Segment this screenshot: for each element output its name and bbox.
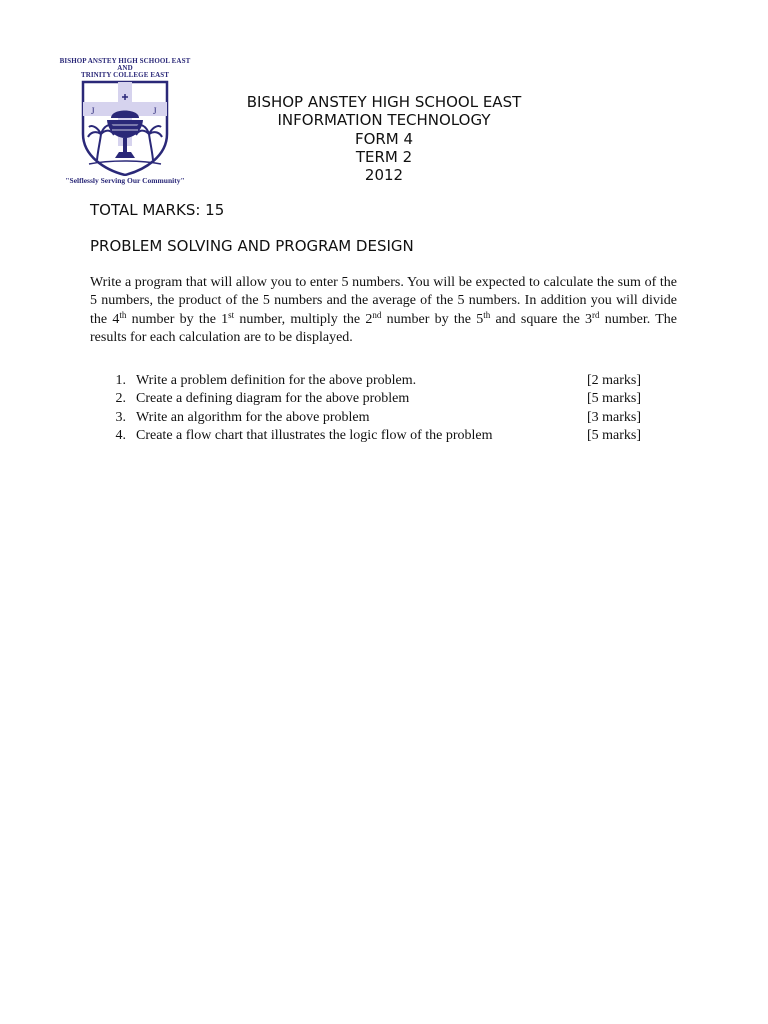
problem-statement	[90, 274, 677, 347]
logo-motto: "Selflessly Serving Our Community"	[65, 176, 185, 185]
task-marks: [2 marks]	[587, 373, 642, 388]
section-title: PROBLEM SOLVING AND PROGRAM DESIGN	[90, 237, 414, 255]
task-text: Write a problem definition for the above problem.	[136, 373, 417, 388]
task-number: 2.	[115, 391, 126, 407]
task-list	[108, 372, 668, 445]
statement-text: and square the 3	[490, 311, 593, 327]
logo-conjunction: AND	[117, 64, 133, 72]
school-name: BISHOP ANSTEY HIGH SCHOOL EAST	[246, 93, 522, 111]
task-item	[108, 427, 668, 445]
statement-text: Write a program that will allow you to enter 5 numbers. You will be expected to calculate the sum of the 5 numbers, the product of the 5 numbers and the average of the 5 numbers. In addition you will divide the 4	[90, 275, 677, 327]
statement-text: number. The results for each calculation are to be displayed.	[90, 311, 677, 345]
task-number: 1.	[115, 373, 126, 388]
task-item	[108, 372, 668, 390]
logo-school-name: BISHOP ANSTEY HIGH SCHOOL EAST	[59, 57, 191, 65]
logo-college-name: TRINITY COLLEGE EAST	[80, 71, 170, 79]
term-label: TERM 2	[355, 147, 413, 166]
document-header	[150, 93, 618, 184]
subject-name: INFORMATION TECHNOLOGY	[277, 111, 491, 130]
task-text: Create a defining diagram for the above problem	[136, 391, 410, 407]
task-item	[108, 390, 668, 408]
task-text: Write an algorithm for the above problem	[136, 409, 370, 425]
task-marks: [5 marks]	[587, 427, 642, 443]
ordinal-suffix: nd	[372, 309, 382, 320]
total-marks: TOTAL MARKS: 15	[90, 201, 225, 219]
svg-text:J: J	[91, 106, 95, 116]
form-level: FORM 4	[354, 129, 414, 148]
task-item	[108, 409, 668, 427]
task-number: 3.	[115, 409, 126, 425]
task-marks: [5 marks]	[587, 391, 642, 407]
statement-text: number by the 5	[381, 311, 484, 327]
ordinal-suffix: st	[228, 309, 235, 320]
task-text: Create a flow chart that illustrates the logic flow of the problem	[136, 427, 493, 443]
statement-text: number by the 1	[126, 311, 229, 327]
task-number: 4.	[115, 427, 126, 443]
task-marks: [3 marks]	[587, 409, 642, 425]
ordinal-suffix: th	[483, 309, 491, 320]
ordinal-suffix: rd	[592, 309, 600, 320]
svg-text:J: J	[153, 106, 157, 116]
year-label: 2012	[364, 166, 404, 185]
statement-text: number, multiply the 2	[234, 311, 373, 327]
ordinal-suffix: th	[119, 309, 127, 320]
